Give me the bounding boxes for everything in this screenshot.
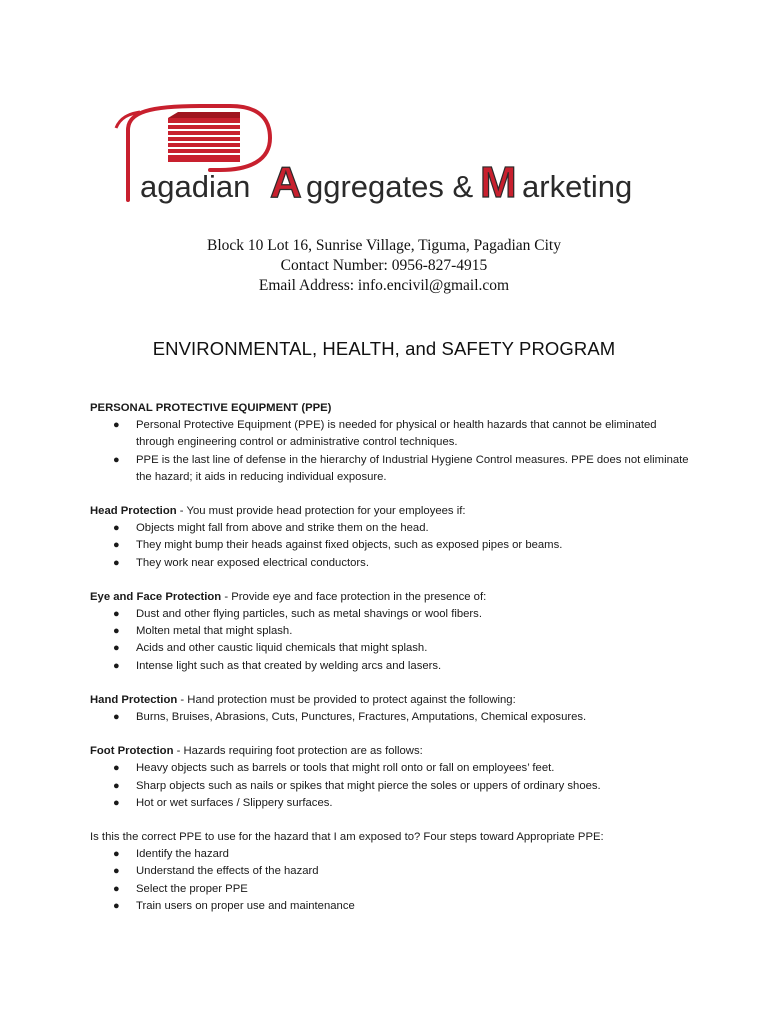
- section-title: Head Protection: [90, 505, 177, 518]
- bullet-icon: ●: [113, 762, 120, 775]
- list-item: [90, 778, 690, 795]
- section: [90, 743, 690, 812]
- document-title: ENVIRONMENTAL, HEALTH, and SAFETY PROGRAM: [152, 338, 616, 359]
- list-item: [90, 846, 690, 863]
- list-item-text: Sharp objects such as nails or spikes that might pierce the soles or uppers of ordinary shoes.: [136, 779, 601, 792]
- list-item-text: They work near exposed electrical conductors.: [136, 556, 369, 569]
- svg-text:A: A: [270, 158, 302, 207]
- list-item-text: Hot or wet surfaces / Slippery surfaces.: [136, 796, 333, 809]
- list-item-text: Train users on proper use and maintenance: [136, 899, 355, 912]
- section: [90, 589, 690, 675]
- list-item-text: Molten metal that might splash.: [136, 625, 293, 638]
- list-item: [90, 417, 690, 451]
- list-item: [90, 520, 690, 537]
- bullet-list: [90, 709, 690, 726]
- list-item-text: Objects might fall from above and strike them on the head.: [136, 522, 429, 535]
- list-item-text: Personal Protective Equipment (PPE) is needed for physical or health hazards that cannot be eliminated through engineering control or administrative control techniques.: [136, 419, 657, 449]
- svg-text:ggregates &: ggregates &: [306, 169, 474, 204]
- bullet-icon: ●: [113, 865, 120, 878]
- list-item-text: Heavy objects such as barrels or tools that might roll onto or fall on employees’ feet.: [136, 762, 555, 775]
- bullet-icon: ●: [113, 539, 120, 552]
- bullet-icon: ●: [113, 779, 120, 792]
- list-item: [90, 795, 690, 812]
- list-item-text: Select the proper PPE: [136, 882, 248, 895]
- contact-block: [0, 236, 768, 296]
- bullet-icon: ●: [113, 556, 120, 569]
- section-title: Foot Protection: [90, 745, 174, 758]
- section: [90, 692, 690, 726]
- email-line: Email Address: info.encivil@gmail.com: [258, 277, 510, 294]
- list-item-text: They might bump their heads against fixed objects, such as exposed pipes or beams.: [136, 539, 563, 552]
- list-item-text: PPE is the last line of defense in the hierarchy of Industrial Hygiene Control measures. PPE does not eliminate the hazard; it aids in reducing individual exposure.: [136, 453, 689, 483]
- bullet-icon: ●: [113, 899, 120, 912]
- bullet-icon: ●: [113, 625, 120, 638]
- list-item: [90, 898, 690, 915]
- section-heading: [90, 829, 690, 846]
- bullet-icon: ●: [113, 659, 120, 672]
- section-heading: [90, 503, 690, 520]
- phone-line: Contact Number: 0956-827-4915: [280, 257, 488, 274]
- bullet-list: [90, 606, 690, 675]
- bullet-list: [90, 520, 690, 572]
- bullet-icon: ●: [113, 882, 120, 895]
- list-item: [90, 760, 690, 777]
- bullet-icon: ●: [113, 419, 120, 432]
- list-item-text: Identify the hazard: [136, 848, 229, 861]
- list-item: [90, 555, 690, 572]
- list-item: [90, 452, 690, 486]
- bullet-icon: ●: [113, 848, 120, 861]
- section-heading: [90, 743, 690, 760]
- section-lead: - Provide eye and face protection in the presence of:: [221, 590, 487, 603]
- bullet-list: [90, 846, 690, 915]
- list-item-text: Understand the effects of the hazard: [136, 865, 319, 878]
- list-item-text: Burns, Bruises, Abrasions, Cuts, Punctures, Fractures, Amputations, Chemical exposures.: [136, 711, 587, 724]
- logo-graphic: [110, 100, 655, 210]
- section-heading: [90, 692, 690, 709]
- section: [90, 400, 690, 486]
- bullet-icon: ●: [113, 608, 120, 621]
- building-icon: [168, 112, 240, 162]
- svg-text:M: M: [480, 158, 517, 207]
- list-item: [90, 658, 690, 675]
- list-item: [90, 881, 690, 898]
- svg-text:arketing: arketing: [522, 169, 633, 204]
- bullet-list: [90, 760, 690, 812]
- bullet-list: [90, 417, 690, 486]
- list-item: [90, 606, 690, 623]
- bullet-icon: ●: [113, 711, 120, 724]
- list-item-text: Acids and other caustic liquid chemicals that might splash.: [136, 642, 428, 655]
- section: [90, 829, 690, 915]
- section-title: Hand Protection: [90, 693, 178, 706]
- address-line: Block 10 Lot 16, Sunrise Village, Tiguma, Pagadian City: [207, 237, 561, 254]
- list-item: [90, 863, 690, 880]
- bullet-icon: ●: [113, 453, 120, 466]
- section-lead: - You must provide head protection for your employees if:: [176, 505, 466, 518]
- section-lead: - Hand protection must be provided to protect against the following:: [177, 693, 516, 706]
- list-item: [90, 537, 690, 554]
- list-item: [90, 640, 690, 657]
- list-item: [90, 623, 690, 640]
- section: [90, 503, 690, 572]
- list-item-text: Intense light such as that created by welding arcs and lasers.: [136, 659, 442, 672]
- section-lead: Is this the correct PPE to use for the hazard that I am exposed to? Four steps toward Appropriate PPE:: [90, 831, 604, 844]
- section-title: PERSONAL PROTECTIVE EQUIPMENT (PPE): [90, 402, 332, 414]
- bullet-icon: ●: [113, 522, 120, 535]
- bullet-icon: ●: [113, 642, 120, 655]
- section-lead: - Hazards requiring foot protection are as follows:: [173, 745, 423, 758]
- document-body: [90, 400, 690, 932]
- bullet-icon: ●: [113, 796, 120, 809]
- section-heading: [90, 400, 690, 417]
- section-title: Eye and Face Protection: [90, 590, 222, 603]
- logo-text: agadian: [140, 169, 251, 204]
- list-item-text: Dust and other flying particles, such as metal shavings or wool fibers.: [136, 608, 482, 621]
- section-heading: [90, 589, 690, 606]
- list-item: [90, 709, 690, 726]
- company-logo: [110, 100, 655, 210]
